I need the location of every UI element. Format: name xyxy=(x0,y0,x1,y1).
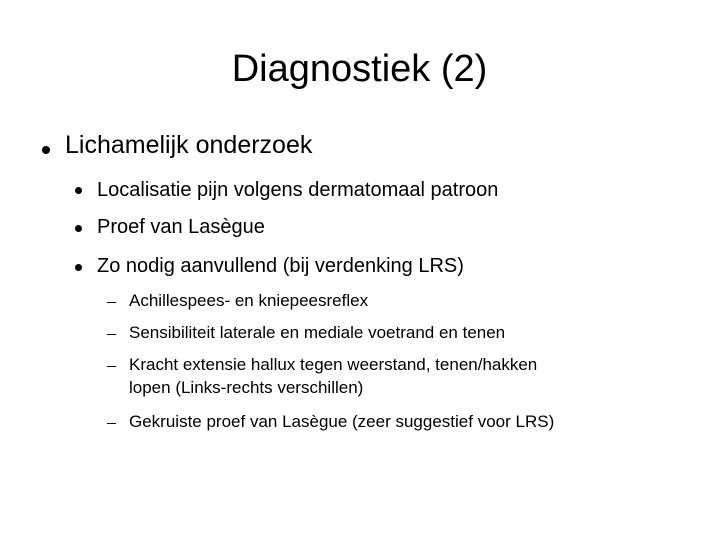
list-item-level3: Kracht extensie hallux tegen weerstand, tenen/hakken xyxy=(129,355,538,374)
list-item-level3: Achillespees- en kniepeesreflex xyxy=(129,291,369,310)
list-item-level3-continuation: lopen (Links-rechts verschillen) xyxy=(129,378,364,397)
bullet-dash-icon xyxy=(107,423,116,424)
bullet-dot-icon xyxy=(42,146,50,154)
list-item-level2: Zo nodig aanvullend (bij verdenking LRS) xyxy=(97,255,464,277)
list-item-level3: Gekruiste proef van Lasègue (zeer suggestief voor LRS) xyxy=(129,412,555,431)
bullet-dash-icon xyxy=(107,366,116,367)
bullet-dot-icon xyxy=(75,187,82,194)
list-item-level2: Localisatie pijn volgens dermatomaal patroon xyxy=(97,179,499,201)
bullet-dot-icon xyxy=(75,225,82,232)
bullet-dash-icon xyxy=(107,334,116,335)
slide-title: Diagnostiek (2) xyxy=(231,48,488,90)
bullet-dash-icon xyxy=(107,302,116,303)
list-item-level3: Sensibiliteit laterale en mediale voetrand en tenen xyxy=(129,323,506,342)
list-item-level2: Proef van Lasègue xyxy=(97,216,265,238)
bullet-dot-icon xyxy=(75,264,82,271)
list-item-level1: Lichamelijk onderzoek xyxy=(65,131,313,159)
